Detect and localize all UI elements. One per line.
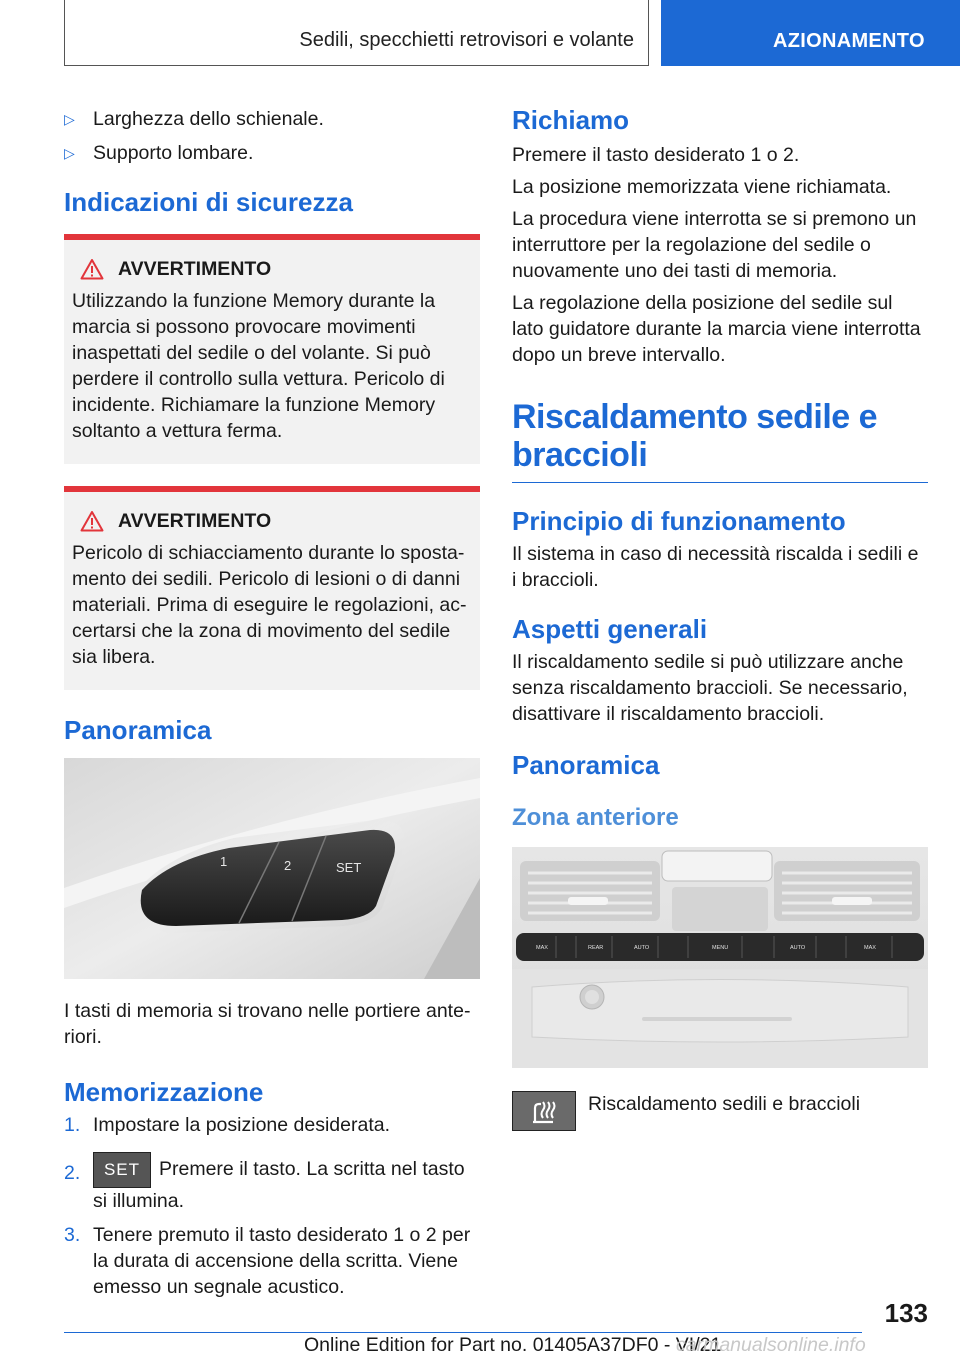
dash-button-max-left: MAX — [536, 945, 548, 951]
warning-triangle-icon — [80, 510, 104, 532]
list-item: 3. Tenere premuto il tasto desiderato 1 o 2 per la durata di accensione della scritta. Viene emesso un segnale acustico. — [64, 1224, 471, 1298]
warning-text: Utilizzando la funzione Memory durante la marcia si possono provocare movimenti inaspettati del sedile o del volante. Si può perdere il controllo sulla vettura. Pericolo di incidente. Richiamare la funzione Memory soltanto a vettura ferma. — [72, 290, 445, 442]
memory-buttons-photo — [64, 758, 480, 979]
dash-button-auto-left: AUTO — [634, 945, 650, 951]
seat-button-1: 1 — [220, 854, 228, 869]
dash-button-menu: MENU — [712, 945, 729, 951]
chapter-title: AZIONAMENTO — [773, 30, 925, 52]
recall-text: La regolazione della posizione del sedile sul lato guidatore durante la marcia viene interrotta dopo un breve intervallo. — [512, 292, 921, 366]
general-text: Il riscaldamento sedile si può utilizzare anche senza riscaldamento braccioli. Se necessario, disattivare il riscaldamento braccioli. — [512, 651, 908, 725]
overview-heading: Panoramica — [512, 750, 660, 780]
warning-box — [64, 234, 480, 464]
front-zone-heading: Zona anteriore — [512, 804, 679, 831]
section-title-box — [64, 0, 649, 66]
dash-button-rear: REAR — [588, 945, 604, 951]
seat-button-set: SET — [336, 860, 362, 875]
set-button-icon: SET — [93, 1152, 151, 1188]
warning-box — [64, 486, 480, 690]
overview-heading: Panoramica — [64, 715, 212, 745]
general-heading: Aspetti generali — [512, 614, 708, 644]
triangle-bullet-icon: ▷ — [64, 145, 75, 161]
footer-edition: Online Edition for Part no. 01405A37DF0 - VI/21 — [304, 1334, 722, 1356]
left-column — [64, 96, 480, 1300]
dash-button-auto-right: AUTO — [790, 945, 806, 951]
seat-heating-icon — [512, 1091, 576, 1131]
footer-watermark: carmanualsonline.info — [676, 1334, 866, 1356]
dashboard-photo — [512, 847, 928, 1068]
recall-text: Premere il tasto desiderato 1 o 2. — [512, 144, 800, 166]
section-title: Sedili, specchietti retrovisori e volante — [299, 29, 634, 51]
chapter-tab[interactable] — [661, 0, 960, 66]
safety-heading: Indicazioni di sicurezza — [64, 187, 353, 217]
list-item: ▷ Supporto lombare. — [64, 142, 254, 164]
warning-title: AVVERTIMENTO — [76, 508, 472, 534]
recall-text: La procedura viene interrotta se si premono un interruttore per la regolazione del sedile o nuovamente uno dei tasti di memoria. — [512, 208, 917, 282]
right-column — [512, 96, 928, 1131]
warning-title: AVVERTIMENTO — [76, 256, 472, 282]
principle-text: Il sistema in caso di necessità riscalda i sedili e i braccioli. — [512, 543, 919, 591]
memorize-heading: Memorizzazione — [64, 1077, 264, 1107]
list-item: ▷ Larghezza dello schienale. — [64, 108, 324, 130]
heat-legend-row — [512, 1091, 928, 1131]
warning-triangle-icon — [80, 258, 104, 280]
heating-heading: Riscaldamento sedile e braccioli — [512, 398, 878, 474]
footer-divider — [64, 1332, 862, 1333]
principle-heading: Principio di funzionamento — [512, 506, 846, 536]
recall-heading: Richiamo — [512, 105, 630, 135]
seat-button-2: 2 — [284, 858, 292, 873]
page-header — [0, 0, 960, 66]
recall-text: La posizione memorizzata viene richiamata. — [512, 176, 892, 198]
triangle-bullet-icon: ▷ — [64, 111, 75, 127]
warning-text: Pericolo di schiacciamento durante lo spostamento dei sedili. Pericolo di lesioni o di danni materiali. Prima di eseguire le regolazioni, accertarsi che la zona di movimento del sedile sia libera. — [72, 542, 467, 668]
list-item: 2. SET Premere il tasto. La scritta nel tasto si illumina. — [64, 1152, 480, 1214]
divider — [512, 482, 928, 483]
page-number: 133 — [884, 1298, 928, 1328]
heat-legend-label: Riscaldamento sedili e braccioli — [588, 1093, 861, 1115]
overview-caption: I tasti di memoria si trovano nelle portiere anteriori. — [64, 1000, 471, 1048]
dash-button-max-right: MAX — [864, 945, 876, 951]
list-item: 1. Impostare la posizione desiderata. — [64, 1114, 391, 1136]
